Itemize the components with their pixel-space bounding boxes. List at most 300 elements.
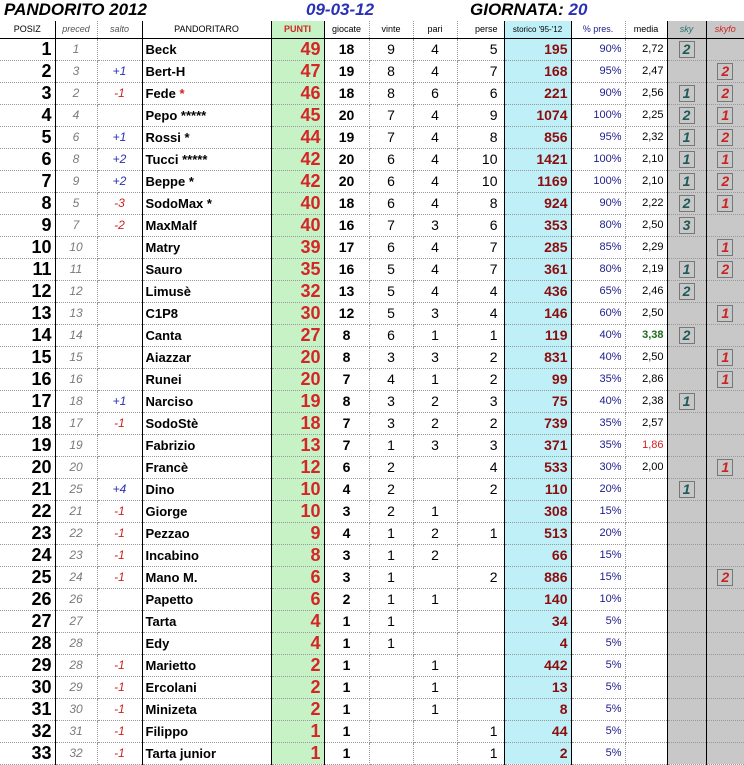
cell-pres: 90% bbox=[571, 192, 625, 214]
table-row bbox=[0, 632, 744, 654]
cell-drawn: 3 bbox=[413, 346, 457, 368]
col-header-pos: POSIZ bbox=[0, 21, 55, 38]
cell-points: 20 bbox=[271, 368, 324, 390]
table-row bbox=[0, 742, 744, 764]
skyfo-badge: 1 bbox=[717, 239, 733, 256]
cell-played: 4 bbox=[324, 522, 369, 544]
col-header-lost: perse bbox=[457, 21, 504, 38]
cell-sky bbox=[667, 104, 706, 126]
cell-points: 18 bbox=[271, 412, 324, 434]
cell-name bbox=[142, 588, 271, 610]
cell-history: 924 bbox=[504, 192, 571, 214]
cell-played: 3 bbox=[324, 500, 369, 522]
cell-drawn: 4 bbox=[413, 60, 457, 82]
cell-avg: 3,38 bbox=[625, 324, 667, 346]
cell-skyfo bbox=[706, 434, 744, 456]
table-row bbox=[0, 434, 744, 456]
cell-sky bbox=[667, 588, 706, 610]
player-name: Francè bbox=[145, 459, 189, 475]
cell-jump bbox=[97, 236, 142, 258]
cell-played: 6 bbox=[324, 456, 369, 478]
player-name: Beppe * bbox=[145, 173, 194, 189]
cell-prev: 16 bbox=[55, 368, 97, 390]
cell-lost: 2 bbox=[457, 412, 504, 434]
cell-played: 7 bbox=[324, 368, 369, 390]
cell-points: 46 bbox=[271, 82, 324, 104]
cell-drawn: 3 bbox=[413, 214, 457, 236]
table-row bbox=[0, 368, 744, 390]
cell-lost: 1 bbox=[457, 720, 504, 742]
cell-won: 8 bbox=[369, 60, 413, 82]
cell-sky bbox=[667, 148, 706, 170]
cell-points: 27 bbox=[271, 324, 324, 346]
cell-won: 1 bbox=[369, 588, 413, 610]
table-row bbox=[0, 610, 744, 632]
cell-played: 16 bbox=[324, 258, 369, 280]
cell-history: 2 bbox=[504, 742, 571, 764]
cell-pos: 32 bbox=[0, 720, 55, 742]
cell-drawn: 4 bbox=[413, 192, 457, 214]
cell-points: 2 bbox=[271, 698, 324, 720]
cell-jump: -1 bbox=[97, 654, 142, 676]
cell-played: 1 bbox=[324, 720, 369, 742]
cell-history: 739 bbox=[504, 412, 571, 434]
cell-won: 5 bbox=[369, 280, 413, 302]
cell-won: 7 bbox=[369, 126, 413, 148]
cell-jump: -2 bbox=[97, 214, 142, 236]
cell-drawn: 2 bbox=[413, 390, 457, 412]
cell-sky bbox=[667, 456, 706, 478]
cell-skyfo bbox=[706, 60, 744, 82]
cell-won: 1 bbox=[369, 610, 413, 632]
col-header-history: storico '95-'12 bbox=[504, 21, 571, 38]
cell-won: 7 bbox=[369, 214, 413, 236]
cell-points: 10 bbox=[271, 478, 324, 500]
cell-won: 2 bbox=[369, 500, 413, 522]
cell-prev: 10 bbox=[55, 236, 97, 258]
cell-drawn bbox=[413, 610, 457, 632]
cell-pos: 22 bbox=[0, 500, 55, 522]
cell-pres: 5% bbox=[571, 698, 625, 720]
cell-prev: 3 bbox=[55, 60, 97, 82]
cell-pos: 21 bbox=[0, 478, 55, 500]
cell-prev: 12 bbox=[55, 280, 97, 302]
cell-prev: 31 bbox=[55, 720, 97, 742]
cell-points: 47 bbox=[271, 60, 324, 82]
cell-lost bbox=[457, 610, 504, 632]
cell-history: 436 bbox=[504, 280, 571, 302]
cell-drawn: 1 bbox=[413, 368, 457, 390]
cell-prev: 18 bbox=[55, 390, 97, 412]
cell-lost: 10 bbox=[457, 170, 504, 192]
cell-avg bbox=[625, 500, 667, 522]
cell-name bbox=[142, 500, 271, 522]
cell-name bbox=[142, 742, 271, 764]
cell-sky bbox=[667, 390, 706, 412]
cell-avg: 2,29 bbox=[625, 236, 667, 258]
cell-skyfo bbox=[706, 544, 744, 566]
cell-pos: 10 bbox=[0, 236, 55, 258]
cell-avg: 2,72 bbox=[625, 38, 667, 60]
cell-lost bbox=[457, 654, 504, 676]
cell-played: 1 bbox=[324, 742, 369, 764]
cell-drawn: 3 bbox=[413, 434, 457, 456]
cell-jump: +4 bbox=[97, 478, 142, 500]
cell-avg: 2,86 bbox=[625, 368, 667, 390]
cell-avg: 2,22 bbox=[625, 192, 667, 214]
cell-prev: 22 bbox=[55, 522, 97, 544]
cell-name bbox=[142, 148, 271, 170]
table-row bbox=[0, 720, 744, 742]
cell-played: 13 bbox=[324, 280, 369, 302]
cell-prev: 27 bbox=[55, 610, 97, 632]
col-header-avg: media bbox=[625, 21, 667, 38]
cell-skyfo bbox=[706, 610, 744, 632]
col-header-won: vinte bbox=[369, 21, 413, 38]
cell-lost: 6 bbox=[457, 214, 504, 236]
cell-skyfo bbox=[706, 126, 744, 148]
table-row bbox=[0, 346, 744, 368]
cell-history: 1074 bbox=[504, 104, 571, 126]
cell-prev: 25 bbox=[55, 478, 97, 500]
table-row bbox=[0, 324, 744, 346]
cell-lost: 3 bbox=[457, 434, 504, 456]
cell-pres: 15% bbox=[571, 544, 625, 566]
player-name: Beck bbox=[145, 41, 177, 57]
cell-lost: 9 bbox=[457, 104, 504, 126]
cell-pres: 5% bbox=[571, 610, 625, 632]
cell-skyfo bbox=[706, 346, 744, 368]
cell-skyfo bbox=[706, 390, 744, 412]
cell-jump: -1 bbox=[97, 522, 142, 544]
cell-sky bbox=[667, 720, 706, 742]
table-row bbox=[0, 82, 744, 104]
cell-pos: 15 bbox=[0, 346, 55, 368]
player-name: Dino bbox=[145, 481, 175, 497]
cell-prev: 32 bbox=[55, 742, 97, 764]
cell-played: 19 bbox=[324, 126, 369, 148]
cell-points: 12 bbox=[271, 456, 324, 478]
cell-sky bbox=[667, 236, 706, 258]
cell-skyfo bbox=[706, 104, 744, 126]
cell-drawn: 3 bbox=[413, 302, 457, 324]
cell-pos: 30 bbox=[0, 676, 55, 698]
cell-jump bbox=[97, 368, 142, 390]
cell-sky bbox=[667, 412, 706, 434]
player-name: Pezzao bbox=[145, 525, 190, 541]
sky-badge: 1 bbox=[679, 85, 695, 102]
skyfo-badge: 1 bbox=[717, 459, 733, 476]
cell-jump: -1 bbox=[97, 544, 142, 566]
player-name: Ercolani bbox=[145, 679, 197, 695]
skyfo-badge: 1 bbox=[717, 151, 733, 168]
cell-pos: 23 bbox=[0, 522, 55, 544]
cell-drawn: 4 bbox=[413, 258, 457, 280]
player-name: MaxMalf bbox=[145, 217, 197, 233]
cell-prev: 2 bbox=[55, 82, 97, 104]
cell-name bbox=[142, 654, 271, 676]
table-row bbox=[0, 544, 744, 566]
player-name: Bert-H bbox=[145, 63, 186, 79]
cell-avg: 2,50 bbox=[625, 214, 667, 236]
cell-prev: 9 bbox=[55, 170, 97, 192]
table-row bbox=[0, 38, 744, 60]
cell-skyfo bbox=[706, 632, 744, 654]
cell-name bbox=[142, 456, 271, 478]
cell-drawn bbox=[413, 478, 457, 500]
cell-skyfo bbox=[706, 148, 744, 170]
cell-drawn bbox=[413, 456, 457, 478]
cell-won: 1 bbox=[369, 632, 413, 654]
cell-name bbox=[142, 368, 271, 390]
cell-avg: 2,10 bbox=[625, 170, 667, 192]
cell-points: 32 bbox=[271, 280, 324, 302]
cell-won bbox=[369, 698, 413, 720]
cell-prev: 6 bbox=[55, 126, 97, 148]
cell-pos: 33 bbox=[0, 742, 55, 764]
player-name: Marietto bbox=[145, 657, 197, 673]
cell-prev: 8 bbox=[55, 148, 97, 170]
cell-jump: -1 bbox=[97, 742, 142, 764]
cell-lost: 1 bbox=[457, 742, 504, 764]
cell-won bbox=[369, 742, 413, 764]
cell-name bbox=[142, 390, 271, 412]
cell-points: 20 bbox=[271, 346, 324, 368]
cell-lost: 7 bbox=[457, 60, 504, 82]
cell-jump bbox=[97, 456, 142, 478]
cell-skyfo bbox=[706, 38, 744, 60]
cell-lost bbox=[457, 698, 504, 720]
cell-pos: 9 bbox=[0, 214, 55, 236]
cell-pres: 20% bbox=[571, 478, 625, 500]
cell-won: 4 bbox=[369, 368, 413, 390]
player-name: Incabino bbox=[145, 547, 199, 563]
cell-sky bbox=[667, 324, 706, 346]
cell-jump bbox=[97, 324, 142, 346]
cell-skyfo bbox=[706, 302, 744, 324]
cell-points: 8 bbox=[271, 544, 324, 566]
cell-prev: 13 bbox=[55, 302, 97, 324]
cell-drawn bbox=[413, 566, 457, 588]
table-row bbox=[0, 192, 744, 214]
cell-name bbox=[142, 38, 271, 60]
cell-skyfo bbox=[706, 368, 744, 390]
cell-lost: 7 bbox=[457, 236, 504, 258]
cell-won: 1 bbox=[369, 434, 413, 456]
table-row bbox=[0, 500, 744, 522]
skyfo-badge: 2 bbox=[717, 129, 733, 146]
table-row bbox=[0, 258, 744, 280]
cell-played: 18 bbox=[324, 192, 369, 214]
cell-history: 831 bbox=[504, 346, 571, 368]
cell-avg bbox=[625, 544, 667, 566]
cell-name bbox=[142, 126, 271, 148]
col-header-skyfo: skyfo bbox=[706, 21, 744, 38]
cell-lost: 6 bbox=[457, 82, 504, 104]
cell-won: 3 bbox=[369, 412, 413, 434]
cell-skyfo bbox=[706, 456, 744, 478]
table-row bbox=[0, 170, 744, 192]
cell-points: 6 bbox=[271, 588, 324, 610]
cell-lost: 2 bbox=[457, 346, 504, 368]
cell-history: 8 bbox=[504, 698, 571, 720]
cell-pres: 5% bbox=[571, 654, 625, 676]
cell-avg bbox=[625, 632, 667, 654]
sky-badge: 2 bbox=[679, 283, 695, 300]
player-name: Mano M. bbox=[145, 569, 198, 585]
cell-lost: 4 bbox=[457, 280, 504, 302]
cell-lost: 2 bbox=[457, 368, 504, 390]
cell-name bbox=[142, 170, 271, 192]
cell-skyfo bbox=[706, 698, 744, 720]
skyfo-badge: 1 bbox=[717, 195, 733, 212]
cell-avg bbox=[625, 654, 667, 676]
cell-avg: 2,56 bbox=[625, 82, 667, 104]
cell-jump bbox=[97, 346, 142, 368]
cell-avg: 2,57 bbox=[625, 412, 667, 434]
cell-won: 7 bbox=[369, 104, 413, 126]
cell-pres: 80% bbox=[571, 258, 625, 280]
cell-sky bbox=[667, 434, 706, 456]
player-name: Narciso bbox=[145, 393, 194, 409]
cell-name bbox=[142, 302, 271, 324]
skyfo-badge: 1 bbox=[717, 371, 733, 388]
table-row bbox=[0, 478, 744, 500]
cell-pos: 20 bbox=[0, 456, 55, 478]
cell-prev: 14 bbox=[55, 324, 97, 346]
cell-prev: 23 bbox=[55, 544, 97, 566]
sky-badge: 1 bbox=[679, 393, 695, 410]
cell-lost bbox=[457, 544, 504, 566]
cell-history: 856 bbox=[504, 126, 571, 148]
cell-sky bbox=[667, 742, 706, 764]
cell-won: 3 bbox=[369, 346, 413, 368]
cell-played: 1 bbox=[324, 632, 369, 654]
cell-skyfo bbox=[706, 720, 744, 742]
cell-avg: 2,47 bbox=[625, 60, 667, 82]
player-name: Aiazzar bbox=[145, 349, 192, 365]
cell-avg: 2,19 bbox=[625, 258, 667, 280]
player-name: C1P8 bbox=[145, 305, 179, 321]
cell-name bbox=[142, 522, 271, 544]
cell-won: 8 bbox=[369, 82, 413, 104]
cell-avg bbox=[625, 522, 667, 544]
cell-drawn: 4 bbox=[413, 170, 457, 192]
cell-won: 6 bbox=[369, 324, 413, 346]
cell-sky bbox=[667, 368, 706, 390]
cell-skyfo bbox=[706, 478, 744, 500]
cell-points: 44 bbox=[271, 126, 324, 148]
cell-history: 221 bbox=[504, 82, 571, 104]
cell-skyfo bbox=[706, 588, 744, 610]
standings-table bbox=[0, 21, 744, 765]
cell-pres: 5% bbox=[571, 720, 625, 742]
cell-pres: 5% bbox=[571, 632, 625, 654]
cell-played: 20 bbox=[324, 170, 369, 192]
cell-won: 6 bbox=[369, 148, 413, 170]
cell-history: 195 bbox=[504, 38, 571, 60]
cell-won bbox=[369, 676, 413, 698]
cell-skyfo bbox=[706, 654, 744, 676]
cell-sky bbox=[667, 500, 706, 522]
table-row bbox=[0, 302, 744, 324]
cell-pres: 100% bbox=[571, 148, 625, 170]
sky-badge: 1 bbox=[679, 261, 695, 278]
cell-won: 6 bbox=[369, 170, 413, 192]
cell-jump: +2 bbox=[97, 148, 142, 170]
cell-pres: 60% bbox=[571, 302, 625, 324]
cell-name bbox=[142, 610, 271, 632]
skyfo-badge: 2 bbox=[717, 85, 733, 102]
cell-points: 6 bbox=[271, 566, 324, 588]
cell-pres: 30% bbox=[571, 456, 625, 478]
cell-avg: 2,38 bbox=[625, 390, 667, 412]
cell-pres: 40% bbox=[571, 324, 625, 346]
cell-played: 8 bbox=[324, 390, 369, 412]
cell-played: 20 bbox=[324, 104, 369, 126]
cell-points: 45 bbox=[271, 104, 324, 126]
player-name: Runei bbox=[145, 371, 182, 387]
skyfo-badge: 2 bbox=[717, 569, 733, 586]
table-row bbox=[0, 236, 744, 258]
cell-drawn bbox=[413, 632, 457, 654]
cell-sky bbox=[667, 280, 706, 302]
sky-badge: 1 bbox=[679, 129, 695, 146]
cell-skyfo bbox=[706, 170, 744, 192]
cell-name bbox=[142, 60, 271, 82]
cell-points: 2 bbox=[271, 654, 324, 676]
cell-lost: 10 bbox=[457, 148, 504, 170]
cell-name bbox=[142, 258, 271, 280]
cell-avg: 1,86 bbox=[625, 434, 667, 456]
player-name: SodoMax * bbox=[145, 195, 212, 211]
cell-played: 1 bbox=[324, 610, 369, 632]
cell-won: 5 bbox=[369, 302, 413, 324]
cell-played: 20 bbox=[324, 148, 369, 170]
player-name: Rossi * bbox=[145, 129, 190, 145]
cell-pres: 35% bbox=[571, 434, 625, 456]
cell-prev: 21 bbox=[55, 500, 97, 522]
table-row bbox=[0, 676, 744, 698]
cell-skyfo bbox=[706, 236, 744, 258]
cell-pres: 85% bbox=[571, 236, 625, 258]
cell-prev: 1 bbox=[55, 38, 97, 60]
player-name: Filippo bbox=[145, 723, 189, 739]
cell-pos: 6 bbox=[0, 148, 55, 170]
cell-skyfo bbox=[706, 82, 744, 104]
player-name: Giorge bbox=[145, 503, 188, 519]
cell-pos: 4 bbox=[0, 104, 55, 126]
cell-sky bbox=[667, 302, 706, 324]
cell-pres: 90% bbox=[571, 38, 625, 60]
cell-pres: 40% bbox=[571, 346, 625, 368]
cell-history: 146 bbox=[504, 302, 571, 324]
cell-skyfo bbox=[706, 676, 744, 698]
cell-jump bbox=[97, 632, 142, 654]
cell-name bbox=[142, 104, 271, 126]
cell-history: 140 bbox=[504, 588, 571, 610]
cell-points: 30 bbox=[271, 302, 324, 324]
cell-won: 6 bbox=[369, 236, 413, 258]
cell-pos: 14 bbox=[0, 324, 55, 346]
cell-won: 1 bbox=[369, 566, 413, 588]
cell-history: 513 bbox=[504, 522, 571, 544]
cell-pres: 90% bbox=[571, 82, 625, 104]
cell-avg: 2,10 bbox=[625, 148, 667, 170]
cell-name bbox=[142, 544, 271, 566]
cell-drawn bbox=[413, 742, 457, 764]
cell-sky bbox=[667, 192, 706, 214]
